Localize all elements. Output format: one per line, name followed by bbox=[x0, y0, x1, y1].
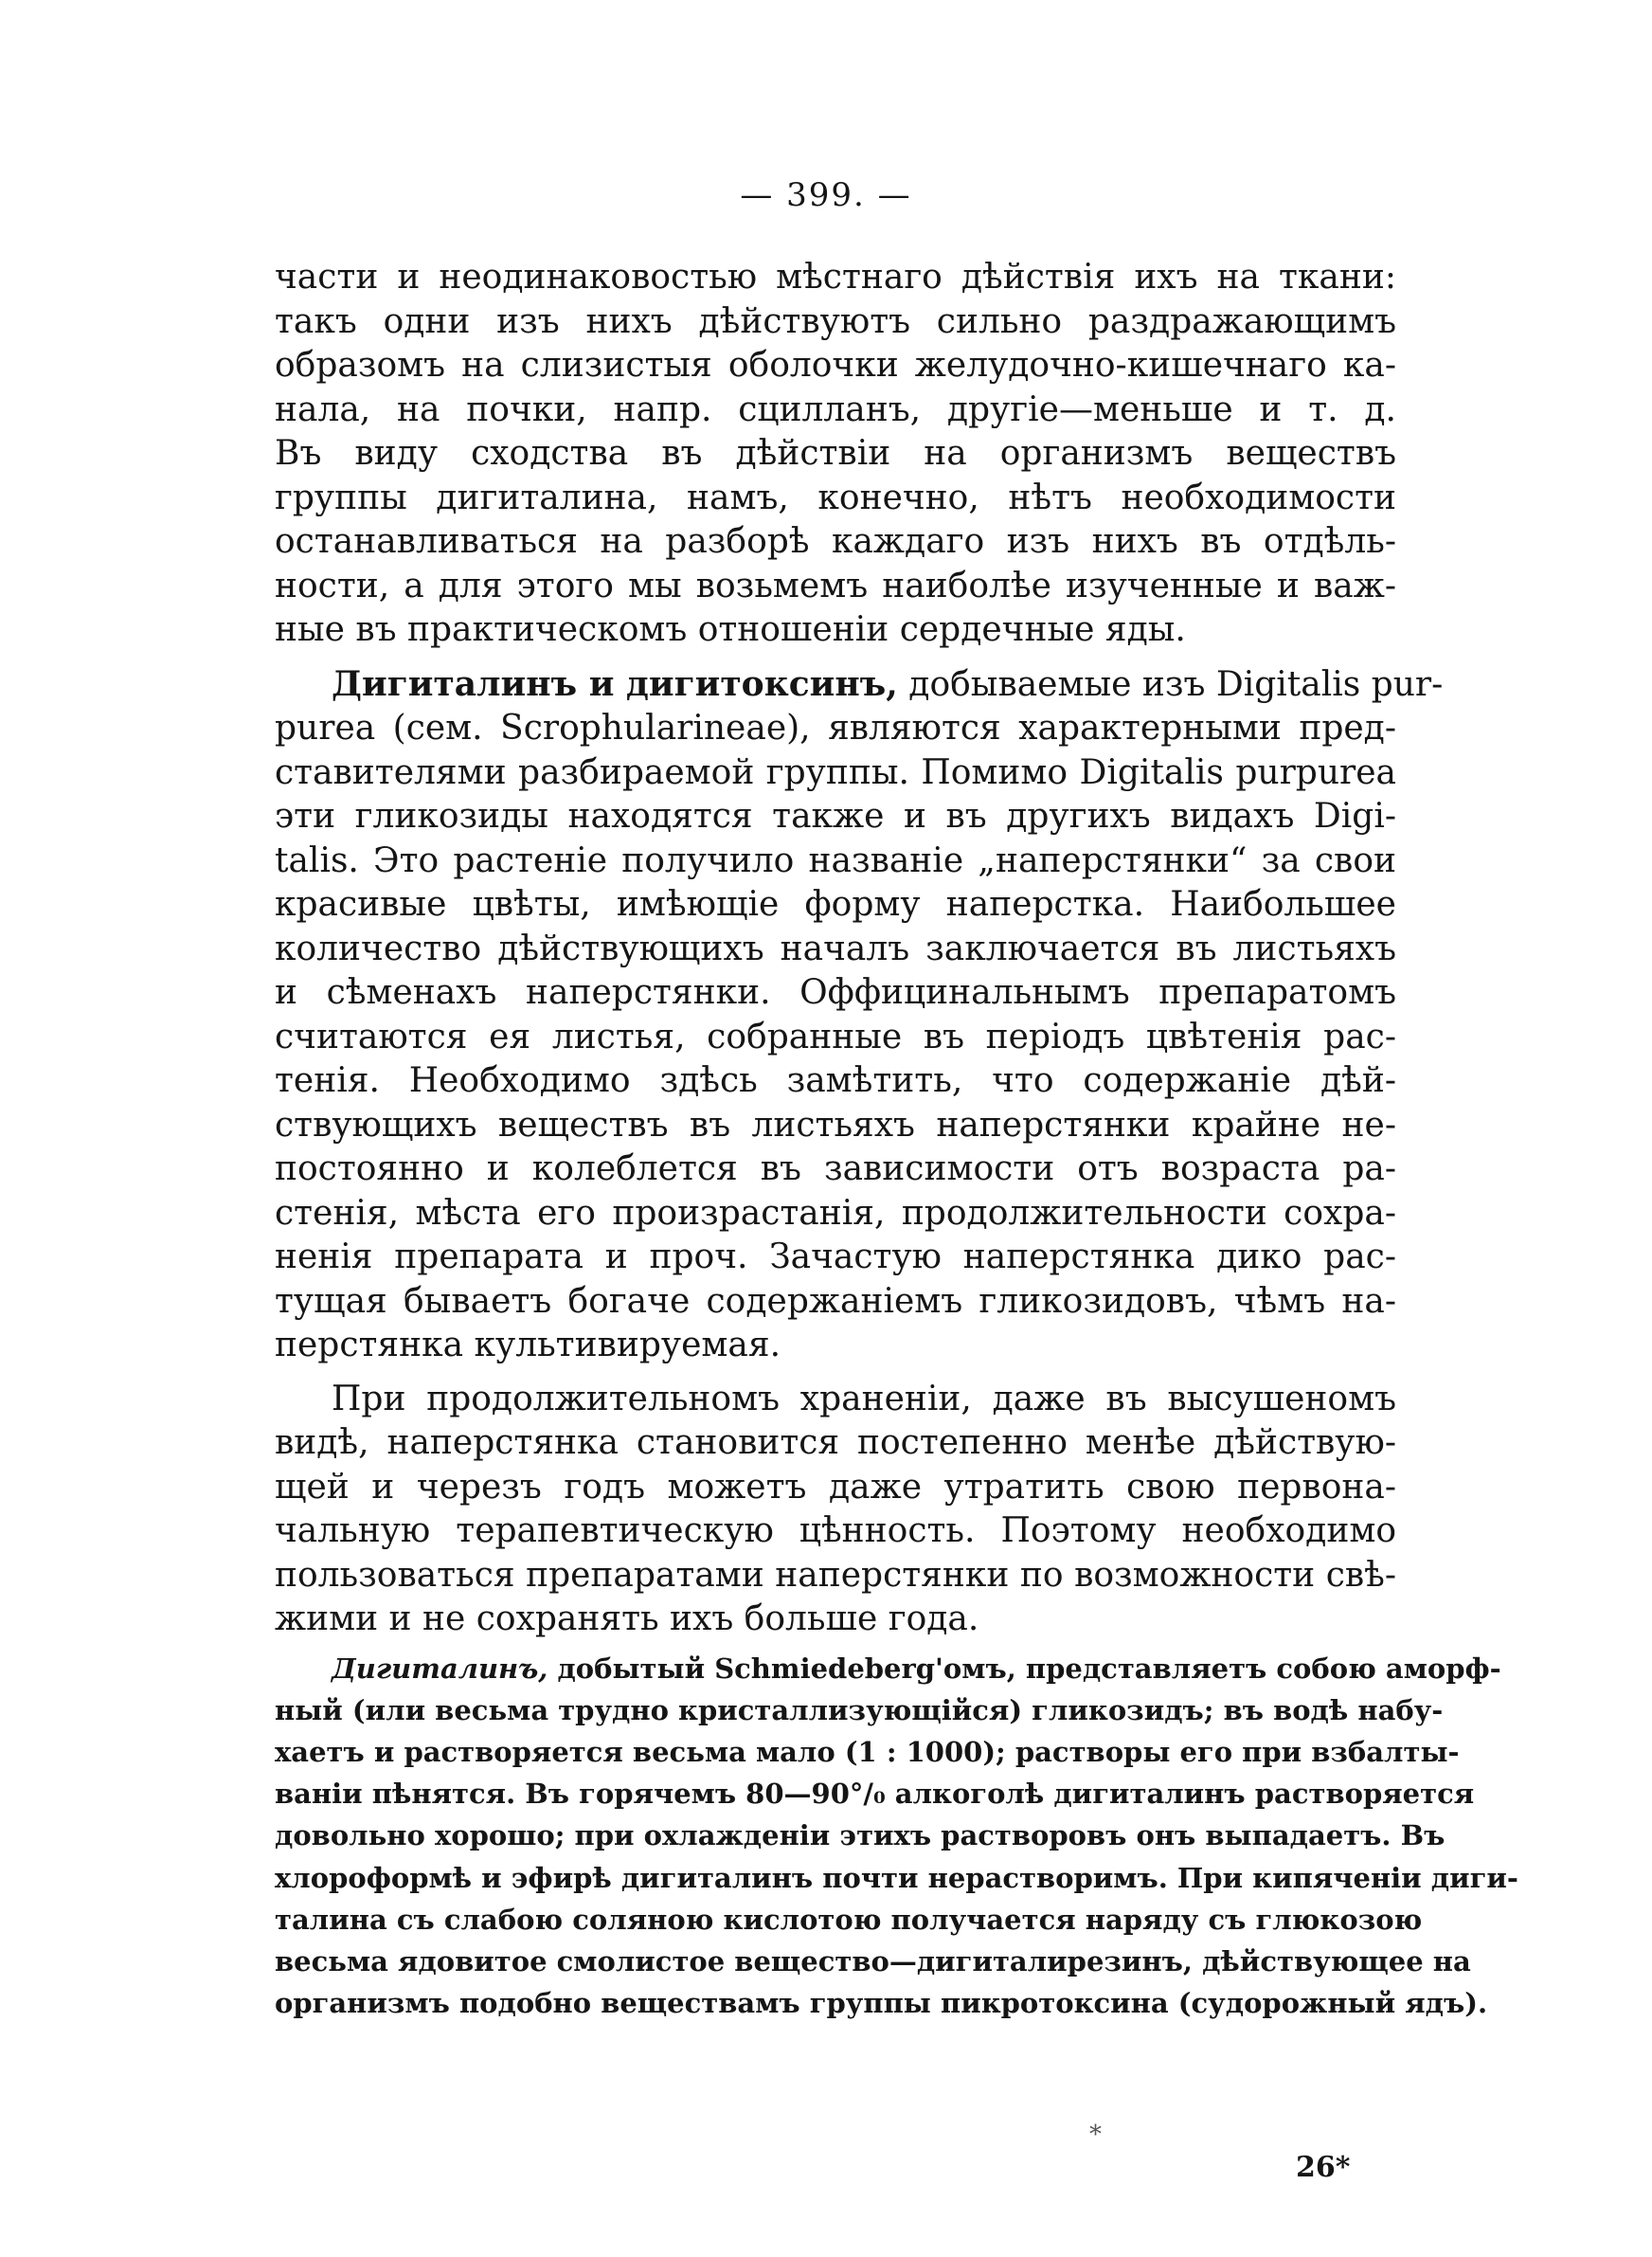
text-line: пользоваться препаратами наперстянки по возможности свѣ- bbox=[275, 1555, 1396, 1595]
text-line: видѣ, наперстянка становится постепенно менѣе дѣйствую- bbox=[275, 1423, 1396, 1462]
text-line: ствующихъ веществъ въ листьяхъ наперстянки крайне не- bbox=[275, 1105, 1396, 1145]
text-line: talis. Это растеніе получило названіе „наперстянки“ за свои bbox=[275, 840, 1396, 880]
text-line: Въ виду сходства въ дѣйствіи на организмъ веществъ bbox=[275, 434, 1396, 473]
text-line: ные въ практическомъ отношеніи сердечные яды. bbox=[275, 610, 1186, 649]
text-line: группы дигиталина, намъ, конечно, нѣтъ необходимости bbox=[275, 478, 1396, 517]
text-line: ваніи пѣнятся. Въ горячемъ 80—90°/₀ алкоголѣ дигиталинъ растворяется bbox=[275, 1778, 1475, 1811]
text-line bbox=[275, 662, 1444, 708]
text-line: количество дѣйствующихъ началъ заключается въ листьяхъ bbox=[275, 929, 1396, 968]
text-line: тенія. Необходимо здѣсь замѣтить, что содержаніе дѣй- bbox=[275, 1061, 1396, 1100]
paragraph-1 bbox=[275, 256, 1396, 653]
text-line: ный (или весьма трудно кристаллизующійся) гликозидъ; въ водѣ набу- bbox=[275, 1693, 1444, 1726]
text-line: останавливаться на разборѣ каждаго изъ нихъ въ отдѣль- bbox=[275, 522, 1396, 561]
text-line: талина съ слабою соляною кислотою получается наряду съ глюкозою bbox=[275, 1903, 1423, 1936]
text-line: довольно хорошо; при охлажденіи этихъ растворовъ онъ выпадаетъ. Въ bbox=[275, 1819, 1446, 1852]
text-line: такъ одни изъ нихъ дѣйствуютъ сильно раздражающимъ bbox=[275, 301, 1396, 341]
text-line: тущая бываетъ богаче содержаніемъ гликозидовъ, чѣмъ на- bbox=[275, 1281, 1396, 1321]
paragraph-2 bbox=[275, 662, 1444, 1368]
text-line: жими и не сохранять ихъ больше года. bbox=[275, 1599, 979, 1638]
section-heading: Дигиталинъ, bbox=[332, 1652, 548, 1685]
text-line: стенія, мѣста его произрастанія, продолжительности сохра- bbox=[275, 1193, 1396, 1233]
paragraph-3 bbox=[275, 1378, 1396, 1642]
printer-signature: 26* bbox=[1296, 2151, 1351, 2184]
paragraph-4-small-print bbox=[275, 1648, 1518, 2025]
text-line: хлороформѣ и эфирѣ дигиталинъ почти нерастворимъ. При кипяченіи диги- bbox=[275, 1861, 1518, 1894]
text-line: ставителями разбираемой группы. Помимо Digitalis purpurea bbox=[275, 752, 1396, 792]
section-heading: Дигиталинъ и дигитоксинъ, bbox=[332, 663, 898, 704]
text-line: постоянно и колеблется въ зависимости отъ возраста ра- bbox=[275, 1149, 1396, 1188]
text-line: щей и черезъ годъ можетъ даже утратить свою первона- bbox=[275, 1467, 1396, 1507]
text-run: добываемые изъ Digitalis pur- bbox=[897, 664, 1444, 704]
text-line: образомъ на слизистыя оболочки желудочно-кишечнаго ка- bbox=[275, 346, 1396, 385]
text-line: ненія препарата и проч. Зачастую наперстянка дико рас- bbox=[275, 1237, 1396, 1276]
text-line: красивые цвѣты, имѣющіе форму наперстка. Наибольшее bbox=[275, 885, 1396, 924]
text-line: ности, а для этого мы возьмемъ наиболѣе изученные и важ- bbox=[275, 566, 1396, 605]
text-line: части и неодинаковостью мѣстнаго дѣйствія ихъ на ткани: bbox=[275, 258, 1396, 297]
text-line: При продолжительномъ храненіи, даже въ высушеномъ bbox=[332, 1379, 1396, 1418]
text-line: и сѣменахъ наперстянки. Оффицинальнымъ препаратомъ bbox=[275, 973, 1396, 1012]
text-line: нала, на почки, напр. сцилланъ, другіе—меньше и т. д. bbox=[275, 389, 1396, 429]
text-line: purea (сем. Scrophularineae), являются характерными пред- bbox=[275, 709, 1396, 748]
text-run: добытый Schmiedeberg'омъ, представляетъ собою аморф- bbox=[548, 1652, 1501, 1685]
text-line: чальную терапевтическую цѣнность. Поэтому необходимо bbox=[275, 1511, 1396, 1550]
text-line: эти гликозиды находятся также и въ другихъ видахъ Digi- bbox=[275, 797, 1396, 836]
text-line: перстянка культивируемая. bbox=[275, 1326, 781, 1364]
page-number: — 399. — bbox=[740, 176, 912, 214]
text-line: весьма ядовитое смолистое вещество—дигиталирезинъ, дѣйствующее на bbox=[275, 1944, 1471, 1977]
text-line bbox=[275, 1648, 1501, 1689]
text-line: организмъ подобно веществамъ группы пикротоксина (судорожный ядъ). bbox=[275, 1987, 1488, 2020]
text-line: считаются ея листья, собранные въ періодъ цвѣтенія рас- bbox=[275, 1017, 1396, 1056]
footer-mark: * bbox=[1089, 2121, 1102, 2149]
text-body bbox=[275, 256, 1518, 2024]
text-line: хаетъ и растворяется весьма мало (1 : 1000); растворы его при взбалты- bbox=[275, 1735, 1460, 1768]
